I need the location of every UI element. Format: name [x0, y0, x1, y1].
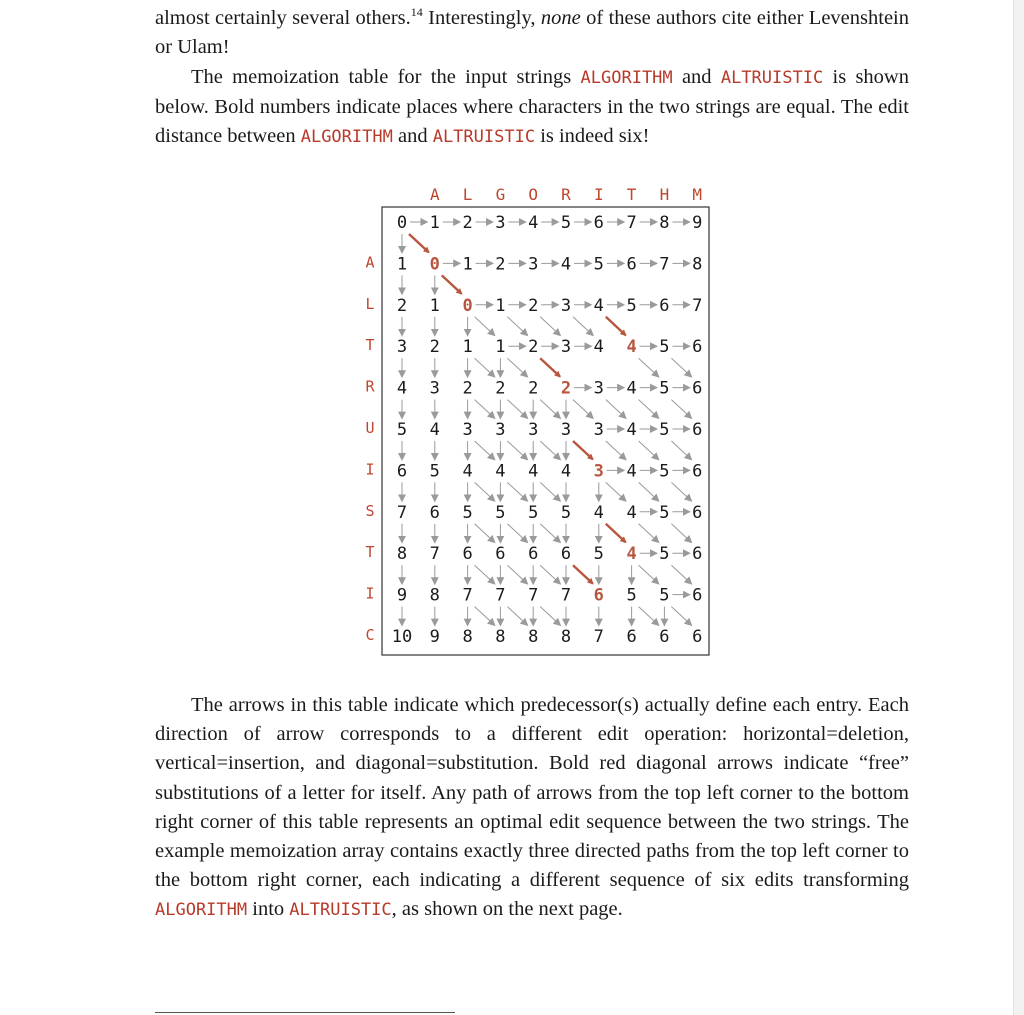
table-cell: 4	[429, 420, 440, 440]
free-substitution-arrow	[573, 441, 593, 459]
table-cell: 6	[495, 544, 506, 565]
table-cell: 8	[429, 585, 440, 606]
edit-arrow	[475, 565, 495, 583]
free-substitution-arrow	[442, 275, 462, 293]
p3-text-2: into	[247, 898, 290, 921]
table-cell: 8	[462, 627, 473, 647]
edit-arrow	[639, 441, 659, 459]
edit-arrow	[671, 482, 691, 500]
table-cell: 4	[626, 502, 637, 523]
edit-arrow	[507, 317, 527, 335]
row-letter: A	[365, 253, 375, 272]
free-substitution-arrow	[606, 524, 626, 542]
p2-code-4: ALTRUISTIC	[432, 127, 536, 148]
table-cell: 3	[560, 295, 572, 316]
edit-arrow	[507, 524, 527, 542]
table-cell: 7	[429, 544, 440, 565]
p1-text-pre: almost certainly several others.	[155, 7, 411, 29]
edit-arrow	[573, 400, 593, 418]
table-cell: 0	[396, 213, 408, 233]
table-cell: 5	[495, 502, 506, 523]
table-cell: 4	[528, 461, 539, 482]
table-cell: 4	[593, 502, 604, 523]
free-substitution-arrow	[573, 565, 593, 583]
edit-arrow	[540, 565, 560, 583]
table-cell: 5	[659, 337, 670, 358]
table-cell: 6	[692, 627, 703, 647]
table-cell: 6	[528, 544, 539, 565]
table-cell: 9	[429, 627, 440, 647]
edit-arrow	[639, 358, 659, 376]
table-cell: 6	[396, 461, 408, 482]
edit-arrow	[540, 524, 560, 542]
table-cell: 1	[429, 295, 440, 316]
table-cell: 7	[659, 254, 670, 275]
table-cell: 8	[692, 254, 703, 275]
edit-arrow	[606, 400, 626, 418]
table-cell: 4	[495, 461, 506, 482]
table-cell: 6	[692, 461, 703, 482]
table-cell: 4	[593, 295, 604, 316]
table-cell: 6	[659, 627, 670, 647]
column-letter: T	[626, 185, 637, 204]
edit-arrow	[475, 317, 495, 335]
table-cell: 2	[462, 378, 473, 399]
table-cell: 6	[626, 254, 637, 275]
p2-text-5: is indeed six!	[535, 125, 650, 148]
row-letter: T	[365, 543, 375, 562]
table-cell: 7	[560, 585, 572, 606]
table-cell: 5	[626, 585, 637, 606]
column-letter: M	[692, 185, 703, 204]
edit-arrow	[671, 565, 691, 583]
table-cell-bold: 0	[462, 295, 473, 316]
column-letter: I	[593, 185, 604, 204]
table-cell: 10	[391, 627, 413, 647]
table-cell: 2	[528, 295, 539, 316]
row-letter: U	[365, 419, 375, 437]
table-cell: 6	[692, 378, 703, 399]
table-cell: 1	[462, 254, 473, 275]
p1-text-post: of these authors cite either Levenshtein or Ulam!	[155, 7, 909, 59]
p2-code-3: ALGORITHM	[300, 127, 393, 148]
table-cell: 4	[593, 337, 604, 358]
table-cell: 2	[528, 378, 539, 399]
table-cell: 4	[560, 461, 572, 482]
table-cell: 3	[593, 378, 604, 399]
table-cell: 3	[495, 213, 506, 233]
edit-arrow	[475, 358, 495, 376]
edit-arrow	[671, 607, 691, 625]
column-letter: L	[462, 185, 473, 204]
edit-arrow	[606, 441, 626, 459]
free-substitution-arrow	[409, 234, 429, 252]
edit-arrow	[540, 400, 560, 418]
table-cell: 4	[626, 420, 637, 440]
column-letter: G	[495, 185, 506, 204]
table-cell: 2	[495, 254, 506, 275]
row-letter: I	[365, 460, 375, 479]
table-cell: 2	[396, 295, 408, 316]
table-cell-bold: 3	[593, 461, 604, 482]
table-cell: 6	[560, 544, 572, 565]
table-cell: 8	[528, 627, 539, 647]
column-letter: R	[561, 185, 571, 204]
p2-text-4: and	[392, 125, 433, 148]
footnote-rule	[155, 1012, 455, 1013]
column-letter: A	[429, 185, 440, 204]
table-cell: 5	[396, 420, 408, 440]
table-cell: 6	[692, 585, 703, 606]
table-cell: 8	[495, 627, 506, 647]
free-substitution-arrow	[540, 358, 560, 376]
row-letter: L	[365, 294, 375, 313]
free-substitution-arrow	[606, 317, 626, 335]
p3-code-1: ALGORITHM	[155, 900, 248, 921]
p3-text-3: , as shown on the next page.	[391, 898, 623, 921]
table-cell: 1	[462, 337, 473, 358]
table-cell: 5	[659, 585, 670, 606]
table-cell-bold: 6	[593, 585, 604, 606]
table-cell: 3	[560, 420, 572, 440]
table-cell: 8	[659, 213, 670, 233]
table-cell: 9	[396, 585, 408, 606]
table-cell: 3	[593, 420, 604, 440]
table-cell-bold: 0	[429, 254, 440, 275]
table-cell: 4	[626, 378, 637, 399]
paragraph-2	[155, 63, 909, 153]
table-cell-bold: 4	[626, 544, 637, 565]
column-letter: H	[659, 185, 670, 204]
edit-arrow	[639, 565, 659, 583]
table-cell: 2	[528, 337, 539, 358]
table-cell: 5	[462, 502, 473, 523]
table-cell: 3	[462, 420, 473, 440]
table-cell: 6	[593, 213, 604, 233]
edit-arrow	[540, 317, 560, 335]
table-cell: 7	[396, 502, 408, 523]
table-cell: 4	[528, 213, 539, 233]
table-cell: 7	[626, 213, 637, 233]
table-cell: 8	[396, 544, 408, 565]
table-cell: 5	[429, 461, 440, 482]
table-cell: 5	[593, 254, 604, 275]
table-cell: 1	[495, 295, 506, 316]
table-cell: 7	[528, 585, 539, 606]
table-cell: 5	[560, 213, 572, 233]
table-cell: 3	[429, 378, 440, 399]
row-letter: T	[365, 336, 375, 355]
column-letter: O	[528, 185, 539, 204]
table-cell: 1	[495, 337, 506, 358]
table-cell: 6	[692, 544, 703, 565]
edit-arrow	[606, 482, 626, 500]
table-cell: 2	[462, 213, 473, 233]
table-cell: 3	[495, 420, 506, 440]
table-cell: 6	[692, 420, 703, 440]
table-cell-bold: 2	[560, 378, 572, 399]
edit-arrow	[507, 482, 527, 500]
edit-arrow	[475, 441, 495, 459]
table-cell: 5	[560, 502, 572, 523]
p2-code-1: ALGORITHM	[580, 68, 673, 88]
table-cell: 1	[429, 213, 440, 233]
edit-arrow	[639, 482, 659, 500]
table-cell: 4	[560, 254, 572, 275]
table-cell: 6	[626, 627, 637, 647]
edit-arrow	[540, 607, 560, 625]
footnote-ref[interactable]: 14	[410, 5, 423, 20]
edit-arrow	[540, 441, 560, 459]
row-letter: I	[365, 584, 375, 603]
table-cell: 6	[659, 295, 670, 316]
table-cell: 7	[495, 585, 506, 606]
edit-arrow	[507, 565, 527, 583]
table-cell: 3	[560, 337, 572, 358]
p2-text-3: is shown below. Bold numbers indicate places where characters in the two strings are equal. The edit distance between	[155, 66, 909, 148]
edit-arrow	[507, 441, 527, 459]
table-cell-bold: 4	[626, 337, 637, 358]
edit-arrow	[639, 524, 659, 542]
table-cell: 5	[659, 461, 670, 482]
edit-arrow	[475, 400, 495, 418]
table-cell: 5	[659, 544, 670, 565]
p3-text-1: The arrows in this table indicate which predecessor(s) actually define each entry. Each direction of arrow corresponds to a different edit operation: horizontal=deletion, vertical=insertion, and diagonal=substitution. Bold red diagonal arrows indicate “free” substitutions of a letter for itself. Any path of arrows from the top left corner to the bottom right corner of this table represents an optimal edit sequence between the two strings. The example memoization array contains exactly three directed paths from the top left corner to the bottom right corner, each indicating a different sequence of six edits transforming	[155, 694, 909, 892]
table-cell: 5	[593, 544, 604, 565]
table-cell: 6	[692, 337, 703, 358]
table-cell: 9	[692, 213, 703, 233]
table-cell: 7	[593, 627, 604, 647]
edit-arrow	[507, 400, 527, 418]
edit-arrow	[671, 358, 691, 376]
table-cell: 5	[659, 502, 670, 523]
paragraph-3	[155, 691, 909, 926]
table-cell: 4	[396, 378, 408, 399]
table-cell: 6	[429, 502, 440, 523]
edit-arrow	[671, 441, 691, 459]
table-cell: 1	[396, 254, 408, 275]
table-cell: 3	[396, 337, 408, 358]
edit-arrow	[573, 317, 593, 335]
table-cell: 8	[560, 627, 572, 647]
edit-arrow	[671, 400, 691, 418]
table-cell: 4	[626, 461, 637, 482]
table-cell: 7	[692, 295, 703, 316]
table-cell: 2	[429, 337, 440, 358]
row-letter: S	[365, 501, 375, 520]
table-cell: 4	[462, 461, 473, 482]
table-cell: 3	[528, 420, 539, 440]
edit-arrow	[639, 607, 659, 625]
edit-arrow	[507, 358, 527, 376]
p2-code-2: ALTRUISTIC	[720, 68, 824, 88]
edit-arrow	[540, 482, 560, 500]
edit-arrow	[475, 482, 495, 500]
memoization-table	[360, 185, 710, 660]
edit-arrow	[475, 524, 495, 542]
table-cell: 2	[495, 378, 506, 399]
table-cell: 5	[659, 420, 670, 440]
table-cell: 5	[626, 295, 637, 316]
row-letter: C	[365, 626, 375, 644]
scrollbar[interactable]	[1013, 0, 1024, 1015]
table-cell: 5	[528, 502, 539, 523]
edit-arrow	[475, 607, 495, 625]
p2-text-2: and	[672, 66, 721, 88]
table-cell: 5	[659, 378, 670, 399]
table-cell: 3	[528, 254, 539, 275]
edit-arrow	[639, 400, 659, 418]
table-cell: 7	[462, 585, 473, 606]
edit-arrow	[671, 524, 691, 542]
p3-code-2: ALTRUISTIC	[289, 900, 392, 921]
table-cell: 6	[692, 502, 703, 523]
row-letter: R	[365, 377, 375, 396]
edit-arrow	[507, 607, 527, 625]
p1-text-mid: Interestingly,	[422, 7, 541, 29]
table-cell: 6	[462, 544, 473, 565]
p1-emphasis: none	[540, 7, 581, 29]
p2-text-1: The memoization table for the input strings	[191, 66, 581, 88]
paragraph-1	[155, 4, 909, 62]
